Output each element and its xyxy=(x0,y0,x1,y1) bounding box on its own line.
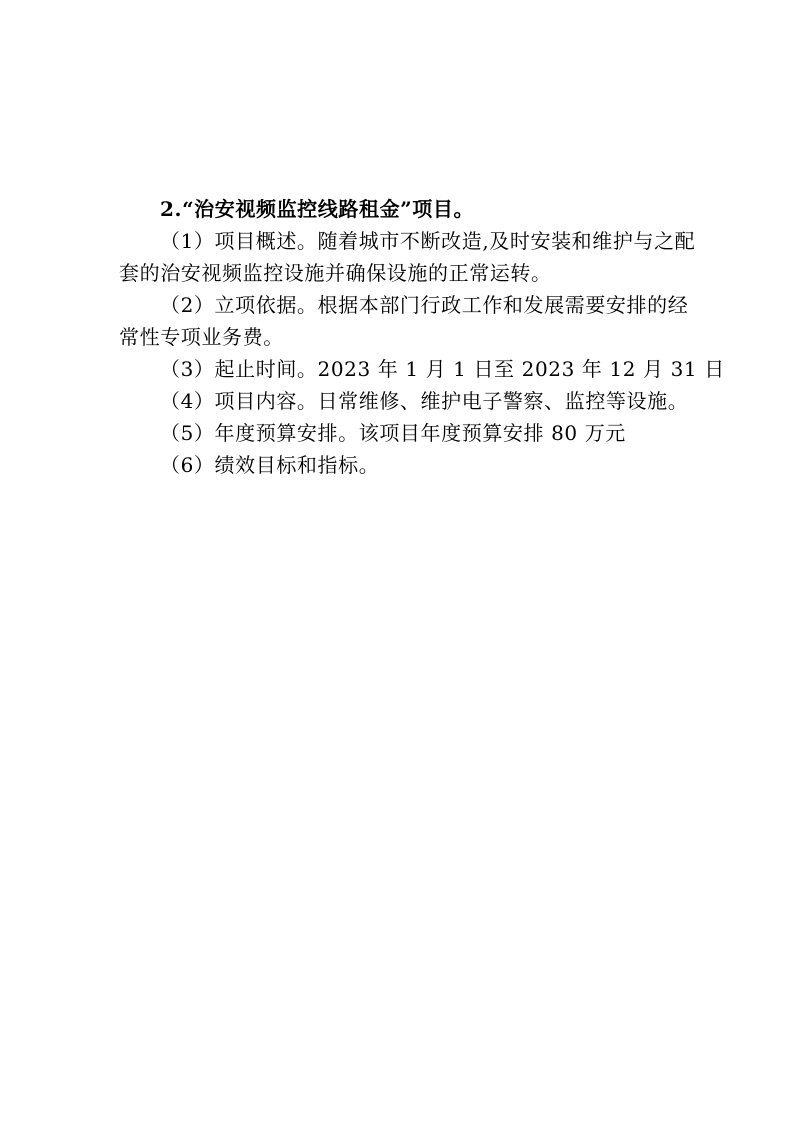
paragraph-overview-line-1: （1）项目概述。随着城市不断改造,及时安装和维护与之配 xyxy=(160,229,696,253)
paragraph-overview-line-2: 套的治安视频监控设施并确保设施的正常运转。 xyxy=(119,261,552,285)
paragraph-basis-line-1: （2）立项依据。根据本部门行政工作和发展需要安排的经 xyxy=(160,293,689,317)
paragraph-basis-line-2: 常性专项业务费。 xyxy=(119,325,284,349)
document-body xyxy=(119,193,725,481)
paragraph-duration: （3）起止时间。2023 年 1 月 1 日至 2023 年 12 月 31 日 xyxy=(160,357,725,381)
paragraph-budget: （5）年度预算安排。该项目年度预算安排 80 万元 xyxy=(160,421,626,445)
section-heading: 2.“治安视频监控线路租金”项目。 xyxy=(160,197,475,221)
paragraph-performance-goals: （6）绩效目标和指标。 xyxy=(160,453,380,477)
paragraph-content: （4）项目内容。日常维修、维护电子警察、监控等设施。 xyxy=(160,389,689,413)
